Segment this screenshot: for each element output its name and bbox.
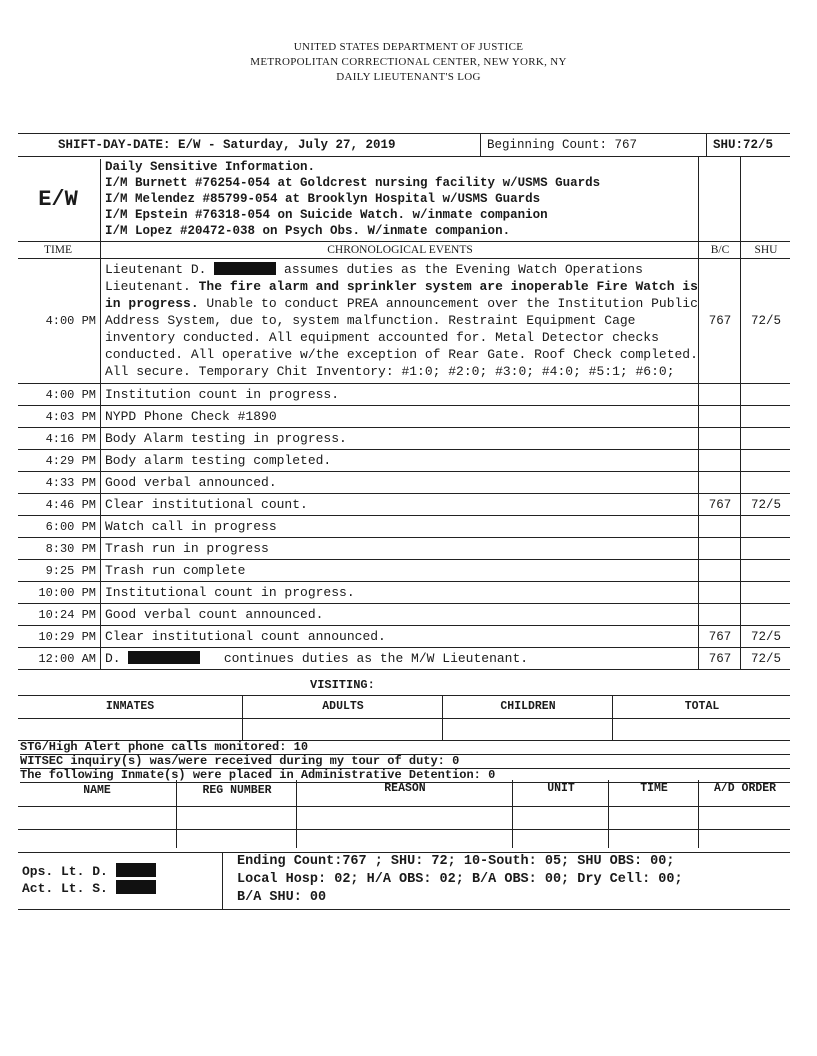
name-header: NAME <box>83 784 111 797</box>
redaction-block <box>128 651 200 664</box>
beginning-count: Beginning Count: 767 <box>480 134 697 156</box>
document-header <box>0 40 817 85</box>
entry-text: Good verbal count announced. <box>100 604 699 625</box>
entry-shu <box>740 450 791 471</box>
entry-text-details: Unable to conduct PREA announcement over the Institution Public Address System, due to, system malfunction. Restraint Equipment Cage inventory conducted. All equipment accounted for. Metal Detector checks conducted. All operative w/the exception of Rear Gate. Roof Check completed. All secure. Temporary Chit Inventory: #1:0; #2:0; #3:0; #4:0; #5:1; #6:0; <box>105 296 698 379</box>
log-entry <box>18 626 790 648</box>
entry-bc <box>698 472 741 493</box>
log-entry <box>18 516 790 538</box>
entry-time: 4:33 PM <box>45 475 96 490</box>
entry-time: 10:29 PM <box>38 629 96 644</box>
entry-shu <box>740 582 791 603</box>
entry-time: 9:25 PM <box>45 563 96 578</box>
entry-shu <box>740 428 791 449</box>
entry-time: 4:03 PM <box>45 409 96 424</box>
reg-number-cell <box>176 807 297 829</box>
sensitive-info-lines <box>100 159 703 241</box>
shift-day-date: SHIFT-DAY-DATE: E/W - Saturday, July 27, 2019 <box>58 138 396 152</box>
entry-shu <box>740 384 791 405</box>
entry-bc <box>698 406 741 427</box>
reason-cell <box>296 807 513 829</box>
time-header: TIME <box>608 780 699 806</box>
stg-phone-calls-note: STG/High Alert phone calls monitored: 10 <box>20 741 790 755</box>
time-cell <box>608 830 699 848</box>
entry-time: 8:30 PM <box>45 541 96 556</box>
entry-bc: 767 <box>698 626 741 647</box>
admin-detention-note: The following Inmate(s) were placed in Administrative Detention: 0 <box>20 769 790 783</box>
entry-text: Institutional count in progress. <box>100 582 699 603</box>
redaction-block <box>116 863 156 877</box>
log-entry <box>18 604 790 626</box>
entry-bc <box>698 450 741 471</box>
entry-text: Body Alarm testing in progress. <box>100 428 699 449</box>
log-entry <box>18 406 790 428</box>
log-entry <box>18 582 790 604</box>
shu-count: SHU:72/5 <box>706 134 797 156</box>
entry-bc <box>698 560 741 581</box>
log-entry <box>18 428 790 450</box>
ops-lieutenant-label: Ops. Lt. D. <box>22 864 108 879</box>
entry-text: Body alarm testing completed. <box>100 450 699 471</box>
reason-cell <box>296 830 513 848</box>
log-entry <box>18 538 790 560</box>
entry-shu: 72/5 <box>740 259 791 383</box>
visiting-header-row <box>18 696 790 719</box>
entry-bc <box>698 384 741 405</box>
visiting-title: VISITING: <box>310 678 375 692</box>
column-headers <box>18 242 790 259</box>
redaction-block <box>116 880 156 894</box>
entry-time: 10:00 PM <box>38 585 96 600</box>
ops-lieutenant <box>22 863 156 880</box>
entry-text <box>100 648 699 669</box>
children-header: CHILDREN <box>442 696 613 718</box>
lieutenant-signatures <box>22 863 156 897</box>
entry-text: Good verbal announced. <box>100 472 699 493</box>
adults-header: ADULTS <box>242 696 443 718</box>
acting-lieutenant <box>22 880 156 897</box>
ad-blank-row <box>18 830 790 848</box>
entry-text: Institution count in progress. <box>100 384 699 405</box>
shu-column-header: SHU <box>740 242 791 258</box>
entry-shu <box>740 560 791 581</box>
ending-count-line: Local Hosp: 02; H/A OBS: 02; B/A OBS: 00; Dry Cell: 00; <box>237 872 683 887</box>
entry-time: 6:00 PM <box>45 519 96 534</box>
entry-bc <box>698 516 741 537</box>
log-entry <box>18 472 790 494</box>
entry-bc <box>698 582 741 603</box>
entry-bc: 767 <box>698 259 741 383</box>
redaction-block <box>214 262 276 275</box>
department-title: UNITED STATES DEPARTMENT OF JUSTICE <box>293 41 524 53</box>
unit-cell <box>512 830 609 848</box>
total-header: TOTAL <box>612 696 791 718</box>
entry-time: 4:46 PM <box>45 497 96 512</box>
entry-shu <box>740 604 791 625</box>
entry-shu: 72/5 <box>740 494 791 515</box>
entry-text-fire-alarm: The fire alarm and sprinkler system are inoperable Fire Watch is in progress. <box>105 279 698 311</box>
ending-count-line: Ending Count:767 ; SHU: 72; 10-South: 05; SHU OBS: 00; <box>237 854 675 869</box>
entry-text <box>100 259 699 383</box>
log-entry <box>18 450 790 472</box>
entry-time: 4:16 PM <box>45 431 96 446</box>
unit-header: UNIT <box>512 780 609 806</box>
entry-text: Trash run in progress <box>100 538 699 559</box>
shift-row <box>18 133 790 157</box>
entry-text: NYPD Phone Check #1890 <box>100 406 699 427</box>
unit-cell <box>512 807 609 829</box>
events-column-header: CHRONOLOGICAL EVENTS <box>100 242 699 258</box>
sensitive-line: Daily Sensitive Information. <box>105 160 316 174</box>
adults-cell <box>242 718 443 740</box>
inmates-cell <box>18 718 242 740</box>
sensitive-line: I/M Melendez #85799-054 at Brooklyn Hospital w/USMS Guards <box>105 192 541 206</box>
entry-time: 4:00 PM <box>45 314 96 328</box>
log-entry-first <box>18 259 790 384</box>
log-footer <box>18 852 790 910</box>
shu-blank-cell <box>740 157 791 241</box>
log-entry <box>18 384 790 406</box>
sensitive-line: I/M Epstein #76318-054 on Suicide Watch. w/inmate companion <box>105 208 548 222</box>
entry-time: 4:29 PM <box>45 453 96 468</box>
ad-order-cell <box>698 830 791 848</box>
entry-shu <box>740 406 791 427</box>
ending-count-line: B/A SHU: 00 <box>237 890 327 905</box>
log-title: DAILY LIEUTENANT'S LOG <box>336 71 481 83</box>
entry-shu: 72/5 <box>740 626 791 647</box>
entry-bc: 767 <box>698 648 741 669</box>
entry-text: Trash run complete <box>100 560 699 581</box>
name-cell <box>18 807 176 829</box>
visiting-table <box>18 695 790 740</box>
sensitive-line: I/M Lopez #20472-038 on Psych Obs. W/inmate companion. <box>105 224 511 238</box>
entry-bc: 767 <box>698 494 741 515</box>
entry-time: 12:00 AM <box>38 651 96 666</box>
entry-bc <box>698 428 741 449</box>
sensitive-line: I/M Burnett #76254-054 at Goldcrest nursing facility w/USMS Guards <box>105 176 601 190</box>
facility-title: METROPOLITAN CORRECTIONAL CENTER, NEW YORK, NY <box>250 56 567 68</box>
inmates-header: INMATES <box>105 700 155 713</box>
ending-count-summary <box>222 853 683 909</box>
witsec-note: WITSEC inquiry(s) was/were received during my tour of duty: 0 <box>20 755 790 769</box>
entry-text: Clear institutional count. <box>100 494 699 515</box>
bc-column-header: B/C <box>698 242 741 258</box>
entry-text-lieutenant: Lieutenant D. <box>105 262 207 277</box>
time-column-header: TIME <box>43 244 73 256</box>
ad-header-row <box>18 780 790 807</box>
entry-text-prefix: D. <box>105 651 121 666</box>
bc-blank-cell <box>698 157 741 241</box>
entry-text: Clear institutional count announced. <box>100 626 699 647</box>
time-cell <box>608 807 699 829</box>
ad-order-cell <box>698 807 791 829</box>
entry-shu <box>740 472 791 493</box>
entry-shu <box>740 538 791 559</box>
reason-header: REASON <box>296 780 513 806</box>
log-table <box>18 133 790 670</box>
entry-shu: 72/5 <box>740 648 791 669</box>
entry-bc <box>698 538 741 559</box>
reg-number-header: REG NUMBER <box>176 780 297 806</box>
reg-number-cell <box>176 830 297 848</box>
entry-time: 4:00 PM <box>45 387 96 402</box>
total-cell <box>612 718 791 740</box>
sensitive-info-section <box>18 157 790 242</box>
entry-text: Watch call in progress <box>100 516 699 537</box>
entry-shu <box>740 516 791 537</box>
entry-text-continues: continues duties as the M/W Lieutenant. <box>223 651 529 666</box>
log-entry <box>18 560 790 582</box>
visiting-value-row <box>18 718 790 741</box>
log-entry-last <box>18 648 790 670</box>
ad-blank-row <box>18 807 790 830</box>
entry-text-duties: assumes duties as the Evening Watch Operations Lieutenant. <box>105 262 643 294</box>
log-entry <box>18 494 790 516</box>
children-cell <box>442 718 613 740</box>
ad-order-header: A/D ORDER <box>698 780 791 806</box>
admin-detention-table <box>18 780 790 848</box>
acting-lieutenant-label: Act. Lt. S. <box>22 881 108 896</box>
event-rows <box>18 384 790 648</box>
entry-time: 10:24 PM <box>38 607 96 622</box>
watch-code: E/W <box>38 186 78 212</box>
entry-bc <box>698 604 741 625</box>
